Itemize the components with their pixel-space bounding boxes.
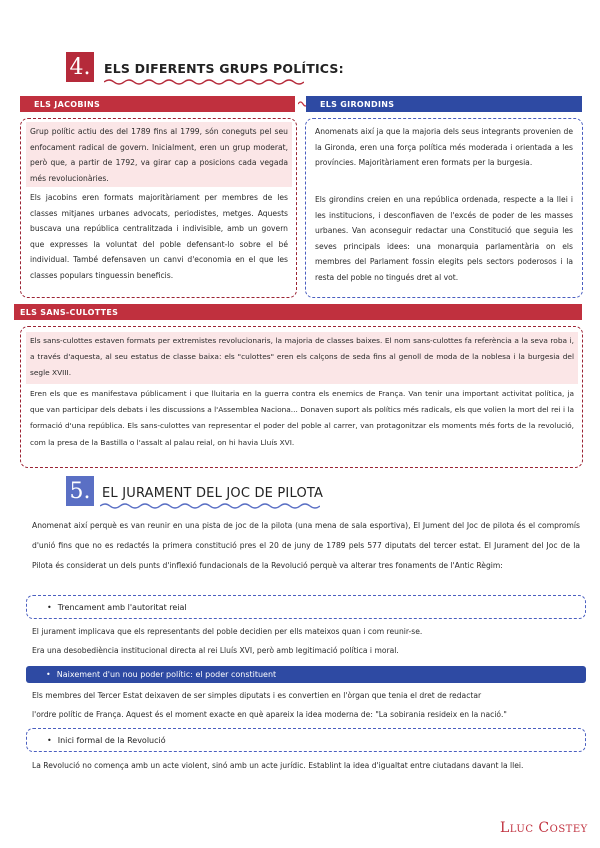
point-2-label: Naixement d'un nou poder polític: el poder constituent — [56, 670, 277, 679]
point-3-label: Inici formal de la Revolució — [57, 735, 166, 745]
girondins-header-label: ELS GIRONDINS — [320, 99, 395, 109]
jacobins-header — [20, 96, 295, 112]
section-5-intro: Anomenat així perquè es van reunir en una pista de joc de la pilota (una mena de sala esportiva), El Jument del Joc de pilota és el compromís d'unió fins que no es redactés la primera constitució pres el 20 de juny de 1789 pels 577 diputats del tercer estat. El Jurament del Joc de la Pilota és considerat un dels punts d'inflexió fundacionals de la Revolució perquè va alterar tres fonaments de l'Antic Règim: — [32, 521, 580, 570]
section-5-title: EL JURAMENT DEL JOC DE PILOTA — [102, 486, 324, 501]
sansculottes-header-label: ELS SANS-CULOTTES — [20, 307, 119, 317]
wavy-underline-icon — [100, 502, 320, 510]
point-2-text: Els membres del Tercer Estat deixaven de ser simples diputats i es convertien en l'òrgan que tenia el dret de redactar l'ordre polític de França. Aquest és el moment exacte en què apareix la idea moderna de: "La sobirania resideix en la nació." — [32, 691, 507, 719]
section-4-title: ELS DIFERENTS GRUPS POLÍTICS: — [104, 61, 344, 76]
bullet-icon: • — [46, 670, 51, 679]
girondins-paragraph-1: Anomenats així ja que la majoria dels seus integrants provenien de la Gironda, eren una força política més moderada i orientada a les províncies. Majoritàriament eren formats per la burgesia. — [315, 127, 573, 167]
girondins-header — [306, 96, 582, 112]
point-1-pill — [26, 595, 586, 619]
section-5-number: 5. — [66, 476, 94, 506]
point-2-pill — [26, 666, 586, 683]
section-4-number: 4. — [66, 52, 94, 82]
jacobins-paragraph-2: Els jacobins eren formats majoritàriament per membres de les classes mitjanes urbanes advocats, periodistes, metges. Aquests buscava una república centralitzada i indivisible, amb un govern que expresses la voluntat del poble defensant-lo sobre el bé individual. També defensaven un canvi d'economia en el que les classes populars tinguessin beneficis. — [30, 193, 288, 280]
point-3-pill — [26, 728, 586, 752]
point-1-text: El jurament implicava que els representants del poble decidien per ells mateixos quan i com reunir-se. Era una desobediència institucional directa al rei Lluís XVI, però amb legitimació política i moral. — [32, 627, 423, 655]
sansculottes-header — [14, 304, 582, 320]
bullet-icon: • — [47, 735, 52, 745]
bullet-icon: • — [47, 602, 52, 612]
point-3-text: La Revolució no comença amb un acte violent, sinó amb un acte jurídic. Establint la idea d'igualtat entre ciutadans davant la llei. — [32, 761, 524, 770]
sansculottes-paragraph-1: Els sans-culottes estaven formats per extremistes revolucionaris, la majoria de classes baixes. El nom sans-culottes fa referència a la seva roba i, a través d'aquesta, al seu estatus de classe baixa: els "culottes" eren els calçons de seda fins al genoll de moda de la noblesa i la burgesia del segle XVIII. — [26, 332, 578, 384]
sansculottes-paragraph-2: Eren els que es manifestava públicament i que lluitaria en la guerra contra els enemics de França. Van tenir una important activitat política, ja que van participar dels debats i les discussions a l'Assemblea Naciona... Donaven suport als polítics més radicals, els que volien la mort del rei i la formació d'una república. Els sans-culottes van representar el poder del poble al carrer, van protagonitzar els moments més forts de la revolució, com la presa de la Bastilla o l'assalt al palau reial, on hi havia Lluís XVI. — [30, 389, 574, 447]
author-signature: Lluc Costey — [500, 820, 588, 836]
wavy-underline-icon — [104, 78, 304, 86]
point-1-label: Trencament amb l'autoritat reial — [57, 602, 187, 612]
jacobins-header-label: ELS JACOBINS — [34, 99, 101, 109]
girondins-paragraph-2: Els girondins creien en una república ordenada, respecte a la llei i les institucions, i desconfiaven de l'excés de poder de les masses urbanes. Van aconseguir redactar una Constitució que seguia les seves principals idees: una monarquia parlamentària on els membres del Parlament fossin elegits pels sectors poderosos i la resta del poble no tingués dret al vot. — [315, 195, 573, 282]
jacobins-paragraph-1: Grup polític actiu des del 1789 fins al 1799, són coneguts pel seu enfocament radical de govern. Inicialment, eren un grup moderat, però que, a partir de 1792, va girar cap a posicions cada vegada més revolucionàries. — [26, 122, 292, 187]
